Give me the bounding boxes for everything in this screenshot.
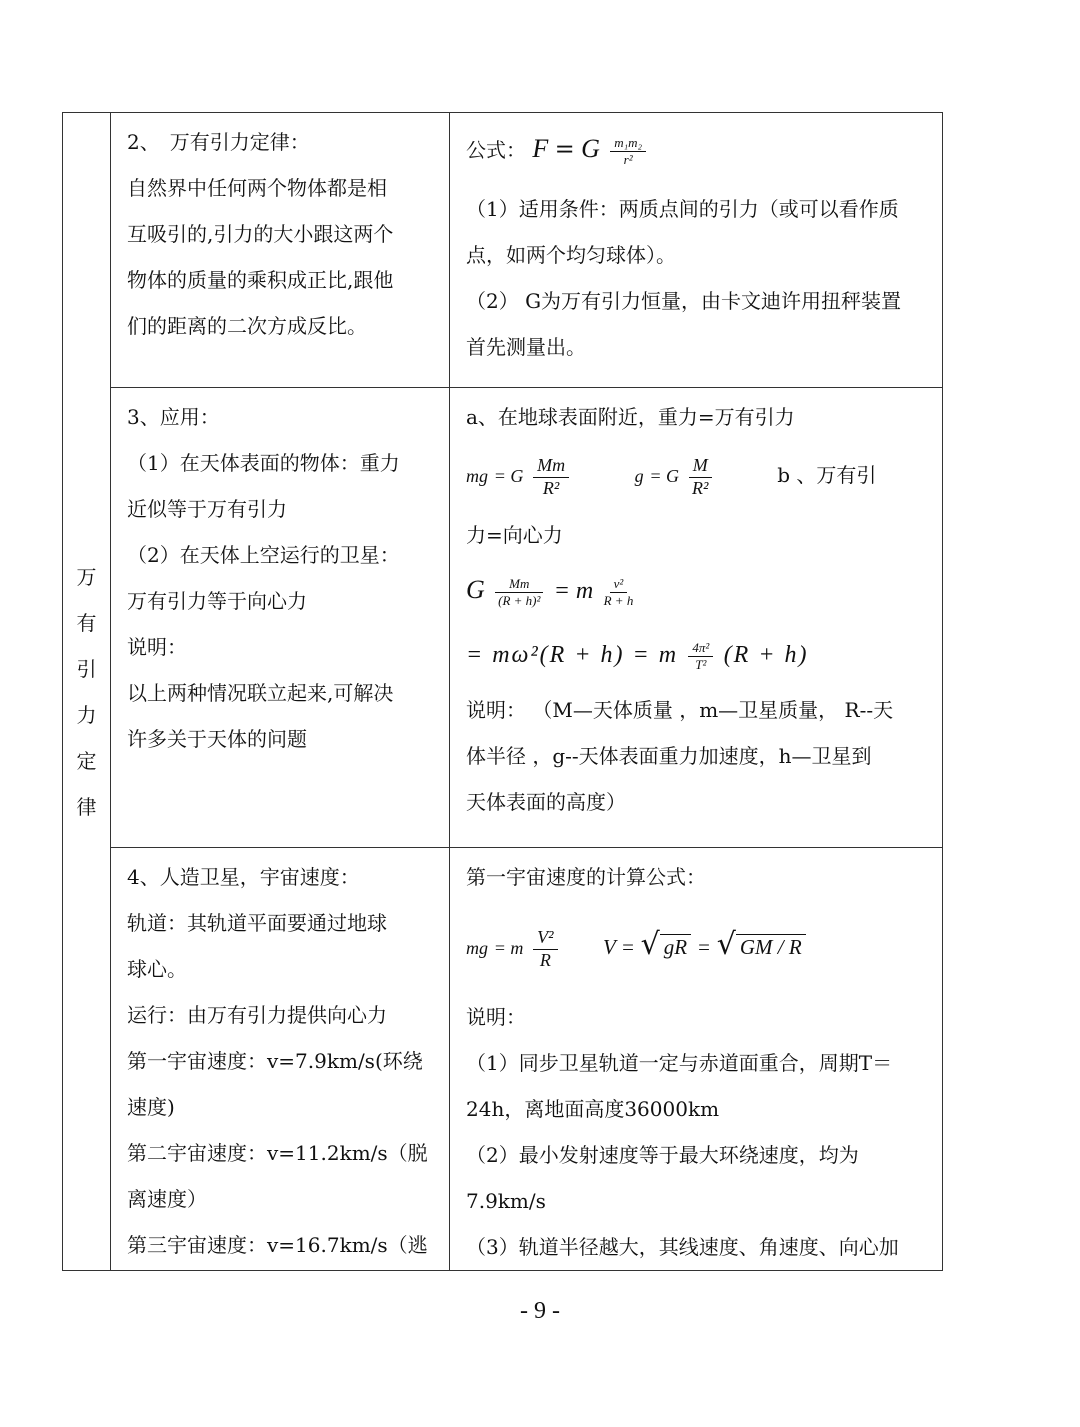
text-line: 离速度） — [127, 1187, 207, 1211]
text-line: 说明： — [127, 635, 187, 659]
math: mg — [466, 466, 488, 486]
text-line: 许多关于天体的问题 — [127, 727, 307, 751]
math: = G — [649, 466, 679, 486]
text-line: 们的距离的二次方成反比。 — [127, 314, 367, 338]
fraction — [495, 576, 543, 608]
math: = G — [493, 466, 524, 486]
fraction — [689, 455, 712, 499]
text-line: 物体的质量的乘积成正比,跟他 — [127, 268, 394, 292]
text-line: （1）同步卫星轨道一定与赤道面重合，周期T＝ — [466, 1051, 893, 1075]
formula-line — [466, 623, 932, 687]
math: = — [696, 935, 711, 959]
numerator: m₁m₂ — [610, 135, 646, 152]
text-line: 近似等于万有引力 — [127, 497, 287, 521]
math: G — [581, 134, 600, 163]
page-number: - 9 - — [520, 1298, 560, 1324]
math: = — [554, 135, 575, 163]
section-title-char: 律 — [76, 794, 97, 819]
text-line: 自然界中任何两个物体都是相 — [127, 176, 387, 200]
text-line: 轨道：其轨道平面要通过地球 — [127, 911, 387, 935]
cell-gravitation-law — [111, 113, 450, 388]
math: = m — [493, 938, 524, 958]
section-title-char: 有 — [76, 610, 97, 635]
fraction — [533, 927, 557, 971]
math: = m — [553, 578, 594, 604]
text-line: b 、万有引 — [777, 463, 877, 487]
numerator: v² — [610, 576, 628, 593]
math: mg — [466, 938, 488, 958]
fraction — [604, 576, 634, 608]
text-line: 第三宇宙速度：v=16.7km/s（逃 — [127, 1233, 428, 1257]
text-line: 体半径 ，g--天体表面重力加速度，h—卫星到 — [466, 744, 872, 768]
text-line: 点，如两个均匀球体）。 — [466, 243, 676, 267]
text-line: 万有引力等于向心力 — [127, 589, 307, 613]
denominator: (R + h)² — [498, 593, 541, 608]
cell-gravitation-formula — [450, 113, 943, 388]
section-title-char: 万 — [76, 564, 97, 589]
math: F — [532, 134, 549, 163]
label: 公式： — [466, 138, 526, 162]
text-line: （2）最小发射速度等于最大环绕速度，均为 — [466, 1143, 859, 1167]
denominator: T² — [695, 657, 707, 672]
text-line: （2） G为万有引力恒量，由卡文迪许用扭秤装置 — [466, 289, 902, 313]
text-line: 首先测量出。 — [466, 335, 586, 359]
denominator: R + h — [603, 593, 634, 608]
cell-application — [111, 388, 450, 848]
text-line: （3）轨道半径越大，其线速度、角速度、向心加 — [466, 1235, 899, 1259]
section-label — [63, 113, 111, 1271]
text-line: 说明： （M—天体质量 ，m—卫星质量， R--天 — [466, 698, 894, 722]
numerator: 4π² — [688, 640, 713, 657]
text-line: （2）在天体上空运行的卫星： — [127, 543, 400, 567]
text-line: 力=向心力 — [466, 523, 563, 547]
sqrt-icon: √ — [716, 927, 736, 962]
numerator: M — [689, 455, 712, 478]
denominator: R² — [542, 477, 560, 498]
math: g — [634, 466, 644, 486]
text-line: 运行：由万有引力提供向心力 — [127, 1003, 387, 1027]
math: (R + h) — [723, 642, 809, 668]
fraction — [610, 135, 646, 167]
heading: 2、 万有引力定律： — [127, 130, 310, 154]
denominator: R — [539, 949, 551, 970]
heading: 第一宇宙速度的计算公式： — [466, 865, 706, 889]
physics-table — [62, 112, 943, 1271]
section-title — [63, 554, 110, 830]
text-line: a、在地球表面附近，重力=万有引力 — [466, 405, 795, 429]
text-line: 以上两种情况联立起来,可解决 — [127, 681, 394, 705]
math: gR — [660, 934, 691, 959]
text-line: 速度) — [127, 1095, 175, 1119]
cell-cosmic-velocity — [450, 848, 943, 1271]
formula-line — [466, 558, 932, 623]
formula-line — [466, 440, 932, 512]
text-line: （1）在天体表面的物体：重力 — [127, 451, 400, 475]
text-line: 第一宇宙速度：v=7.9km/s(环绕 — [127, 1049, 423, 1073]
fraction — [533, 455, 569, 499]
math: GM / R — [736, 934, 806, 959]
cell-application-formulas — [450, 388, 943, 848]
sqrt-icon: √ — [640, 927, 660, 962]
text-line: 说明： — [466, 1005, 526, 1029]
math: = mω²(R + h) = m — [466, 642, 679, 668]
math: V = — [603, 935, 635, 959]
text-line: （1）适用条件：两质点间的引力（或可以看作质 — [466, 197, 899, 221]
denominator: r² — [623, 152, 633, 167]
formula-line — [466, 900, 932, 994]
denominator: R² — [692, 477, 709, 498]
section-title-char: 力 — [76, 702, 97, 727]
numerator: V² — [533, 927, 557, 950]
text-line: 互吸引的,引力的大小跟这两个 — [127, 222, 394, 246]
text-line: 24h，离地面高度36000km — [466, 1097, 720, 1121]
formula-line — [466, 119, 932, 180]
numerator: Mm — [533, 455, 569, 478]
text-line: 第二宇宙速度：v=11.2km/s（脱 — [127, 1141, 428, 1165]
text-line: 球心。 — [127, 957, 187, 981]
section-title-char: 定 — [76, 748, 97, 773]
heading: 4、人造卫星，宇宙速度： — [127, 865, 360, 889]
cell-satellites — [111, 848, 450, 1271]
numerator: Mm — [495, 576, 543, 593]
text-line: 天体表面的高度） — [466, 790, 626, 814]
heading: 3、应用： — [127, 405, 220, 429]
text-line: 7.9km/s — [466, 1189, 546, 1213]
fraction — [688, 640, 713, 672]
math: G — [466, 575, 485, 604]
section-title-char: 引 — [76, 656, 97, 681]
